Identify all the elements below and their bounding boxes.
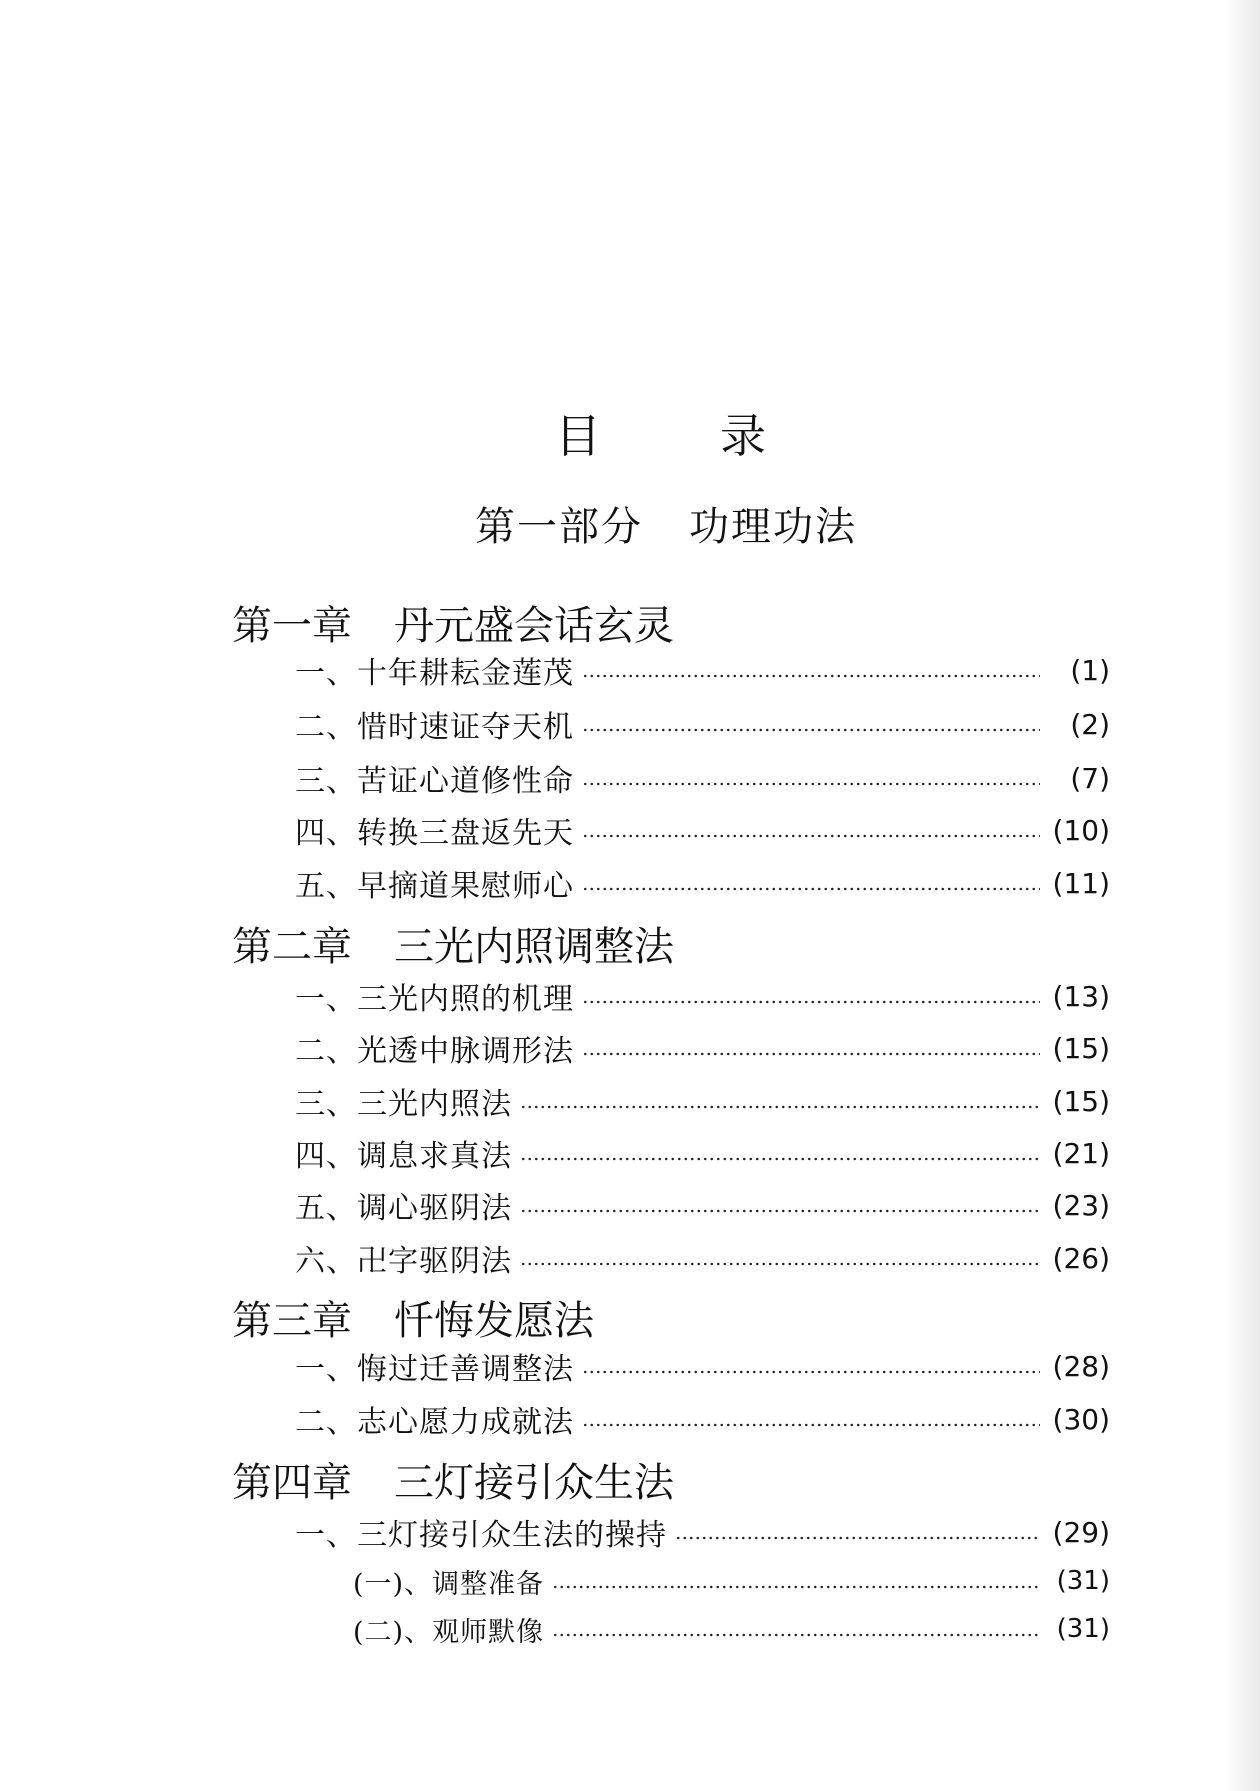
- entry-label: 二、惜时速证夺天机: [295, 710, 574, 745]
- page-number: (21): [1052, 1136, 1110, 1170]
- entry-label: 六、卍字驱阴法: [295, 1244, 512, 1279]
- toc-entry[interactable]: [295, 758, 1110, 798]
- entry-label: 四、转换三盘返先天: [295, 816, 574, 851]
- page-number: (23): [1052, 1188, 1110, 1222]
- toc-entry[interactable]: [295, 863, 1110, 903]
- entry-label: 五、早摘道果慰师心: [295, 869, 574, 904]
- chapter-label: 第一章: [232, 603, 352, 649]
- page-number: (1): [1070, 653, 1110, 687]
- chapter-label: 第二章: [232, 924, 352, 970]
- dot-leader: [675, 1536, 1040, 1540]
- toc-entry[interactable]: [295, 1081, 1110, 1121]
- chapter-label: 第三章: [232, 1298, 352, 1344]
- entry-label: 一、悔过迁善调整法: [295, 1352, 574, 1387]
- part-heading: [475, 495, 857, 552]
- entry-label: 一、三灯接引众生法的操持: [295, 1518, 667, 1553]
- page-number: (7): [1070, 761, 1110, 795]
- toc-entry[interactable]: [295, 650, 1110, 690]
- toc-subentry[interactable]: [353, 1561, 1110, 1601]
- chapter-heading: [232, 1289, 594, 1346]
- page-number: (2): [1070, 707, 1110, 741]
- chapter-heading: [232, 915, 674, 972]
- entry-label: 三、苦证心道修性命: [295, 764, 574, 799]
- page-number: (28): [1052, 1349, 1110, 1383]
- page-number: (10): [1052, 813, 1110, 847]
- page-number: (15): [1052, 1031, 1110, 1065]
- toc-entry[interactable]: [295, 1238, 1110, 1278]
- chapter-label: 第四章: [232, 1460, 352, 1506]
- dot-leader: [582, 674, 1040, 678]
- chapter-title: 丹元盛会话玄灵: [394, 603, 674, 649]
- toc-entry[interactable]: [295, 1512, 1110, 1552]
- entry-label: 四、调息求真法: [295, 1139, 512, 1174]
- dot-leader: [582, 782, 1040, 786]
- title-char-1: 目: [555, 409, 604, 463]
- dot-leader: [552, 1585, 1040, 1589]
- toc-title: [555, 400, 769, 466]
- dot-leader: [520, 1105, 1040, 1109]
- dot-leader: [582, 887, 1040, 891]
- entry-label: (二)、观师默像: [353, 1616, 545, 1648]
- entry-label: 五、调心驱阴法: [295, 1191, 512, 1226]
- entry-label: 一、十年耕耘金莲茂: [295, 656, 574, 691]
- dot-leader: [582, 728, 1040, 732]
- title-char-2: 录: [720, 409, 769, 463]
- chapter-heading: [232, 1451, 674, 1508]
- dot-leader: [520, 1262, 1040, 1266]
- dot-leader: [582, 1423, 1040, 1427]
- page-number: (13): [1052, 979, 1110, 1013]
- entry-label: 三、三光内照法: [295, 1087, 512, 1122]
- entry-label: 一、三光内照的机理: [295, 982, 574, 1017]
- page-number: (31): [1056, 1566, 1110, 1596]
- toc-entry[interactable]: [295, 1346, 1110, 1386]
- dot-leader: [520, 1209, 1040, 1213]
- dot-leader: [582, 1000, 1040, 1004]
- toc-entry[interactable]: [295, 976, 1110, 1016]
- page-number: (31): [1056, 1614, 1110, 1644]
- chapter-title: 忏悔发愿法: [394, 1298, 594, 1344]
- toc-entry[interactable]: [295, 1133, 1110, 1173]
- toc-entry[interactable]: [295, 704, 1110, 744]
- page-number: (11): [1052, 866, 1110, 900]
- page-edge: [1224, 0, 1260, 1791]
- entry-label: 二、光透中脉调形法: [295, 1034, 574, 1069]
- entry-label: 二、志心愿力成就法: [295, 1405, 574, 1440]
- toc-entry[interactable]: [295, 1185, 1110, 1225]
- dot-leader: [582, 834, 1040, 838]
- dot-leader: [552, 1633, 1040, 1637]
- entry-label: (一)、调整准备: [353, 1568, 545, 1600]
- dot-leader: [582, 1370, 1040, 1374]
- page-number: (15): [1052, 1084, 1110, 1118]
- dot-leader: [520, 1157, 1040, 1161]
- toc-subentry[interactable]: [353, 1609, 1110, 1649]
- part-number: 第一部分: [475, 504, 643, 550]
- page-number: (26): [1052, 1241, 1110, 1275]
- dot-leader: [582, 1052, 1040, 1056]
- page-number: (30): [1052, 1402, 1110, 1436]
- chapter-heading: [232, 594, 674, 651]
- toc-entry[interactable]: [295, 1399, 1110, 1439]
- page-number: (29): [1052, 1515, 1110, 1549]
- toc-entry[interactable]: [295, 1028, 1110, 1068]
- chapter-title: 三光内照调整法: [394, 924, 674, 970]
- toc-entry[interactable]: [295, 810, 1110, 850]
- part-name: 功理功法: [689, 504, 857, 550]
- chapter-title: 三灯接引众生法: [394, 1460, 674, 1506]
